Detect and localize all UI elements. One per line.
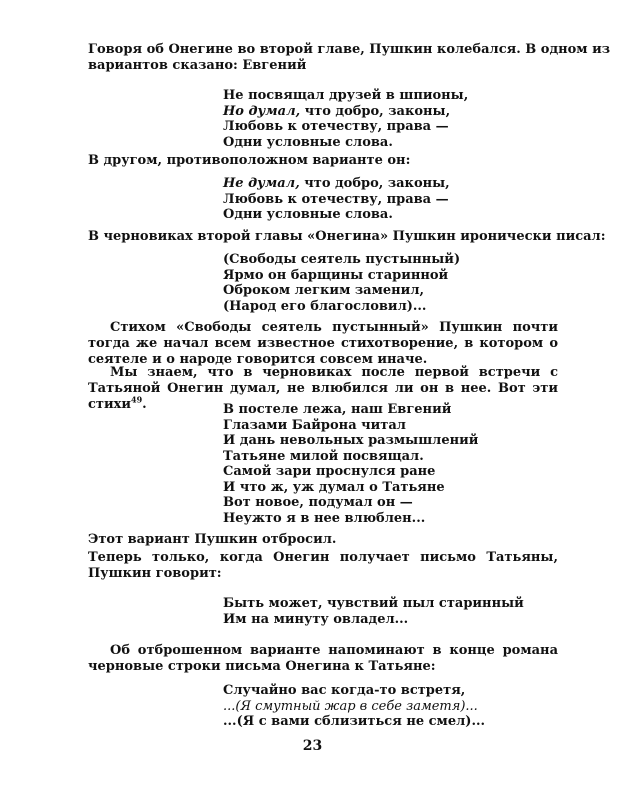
paragraph-1 [88,42,611,74]
verse-line: Им на минуту овладел... [223,611,409,627]
verse-block-3 [223,252,460,314]
verse-line: Вот новое, подумал он — [223,495,413,510]
paragraph-3-text: В черновиках второй главы «Онегина» Пушкин иронически писал: [88,229,606,244]
paragraph-2-text: В другом, противоположном варианте он: [88,153,411,168]
verse-line: Оброком легким заменил, [223,283,425,298]
paragraph-4 [88,320,558,368]
verse-line: Одни условные слова. [223,134,393,150]
verse-block-5 [223,596,524,627]
verse-line: В постеле лежа, наш Евгений [223,402,452,417]
paragraph-4-text: Стихом «Свободы сеятель пустынный» Пушкин почти тогда же начал всем известное стихотворение, в котором о сеятеле и о народе говорится совсем иначе. [88,320,558,367]
verse-line: Глазами Байрона читал [223,417,406,433]
verse-line: (Народ его благословил)... [223,298,427,314]
paragraph-1-line-2: вариантов сказано: Евгений [88,58,307,73]
verse-italic: Но думал, [223,103,301,119]
paragraph-2 [88,153,558,169]
verse-line: Ярмо он барщины старинной [223,267,449,283]
verse-line: ...(Я с вами сблизиться не смел)... [223,714,486,729]
verse-block-2 [223,176,450,223]
paragraph-6-text: Этот вариант Пушкин отбросил. [88,532,337,547]
footnote-ref: 49 [131,394,143,405]
verse-line [223,104,468,120]
verse-line: Одни условные слова. [223,207,393,222]
paragraph-8 [88,643,558,675]
verse-italic: Не думал, [223,176,300,191]
paragraph-8-text: Об отброшенном варианте напоминают в конце романа черновые строки письма Онегина к Татьяне: [88,643,558,674]
paragraph-1-line-1: Говоря об Онегине во второй главе, Пушкин колебался. В одном из [88,42,611,57]
paragraph-3 [88,229,606,245]
verse-text: что добро, законы, [300,103,451,119]
verse-line: Любовь к отечеству, права — [223,119,449,134]
verse-line: Не посвящал друзей в шпионы, [223,88,469,103]
verse-line-italic: ...(Я смутный жар в себе заметя)... [223,698,478,714]
paragraph-6 [88,532,558,548]
verse-line: И дань невольных размышлений [223,433,479,448]
verse-line: Быть может, чувствий пыл старинный [223,596,524,611]
verse-line: Татьяне милой посвящал. [223,448,424,464]
verse-line: Случайно вас когда-то встретя, [223,683,466,698]
verse-block-6 [223,683,485,730]
paragraph-7 [88,550,558,582]
verse-line: Неужто я в нее влюблен... [223,510,426,526]
page-number: 23 [302,738,323,754]
verse-block-4 [223,402,478,526]
verse-block-1 [223,88,468,150]
paragraph-5-text: Мы знаем, что в черновиках после первой встречи с Татьяной Онегин думал, не влюбился ли он в нее. Вот эти стихи [88,365,558,412]
paragraph-5-end: . [142,397,147,412]
verse-text: что добро, законы, [299,176,450,191]
verse-line: Любовь к отечеству, права — [223,191,449,207]
verse-line: И что ж, уж думал о Татьяне [223,479,445,495]
verse-line: (Свободы сеятель пустынный) [223,252,461,267]
verse-line: Самой зари проснулся ране [223,464,436,479]
paragraph-7-text: Теперь только, когда Онегин получает письмо Татьяны, Пушкин говорит: [88,550,558,581]
verse-line [223,176,450,192]
